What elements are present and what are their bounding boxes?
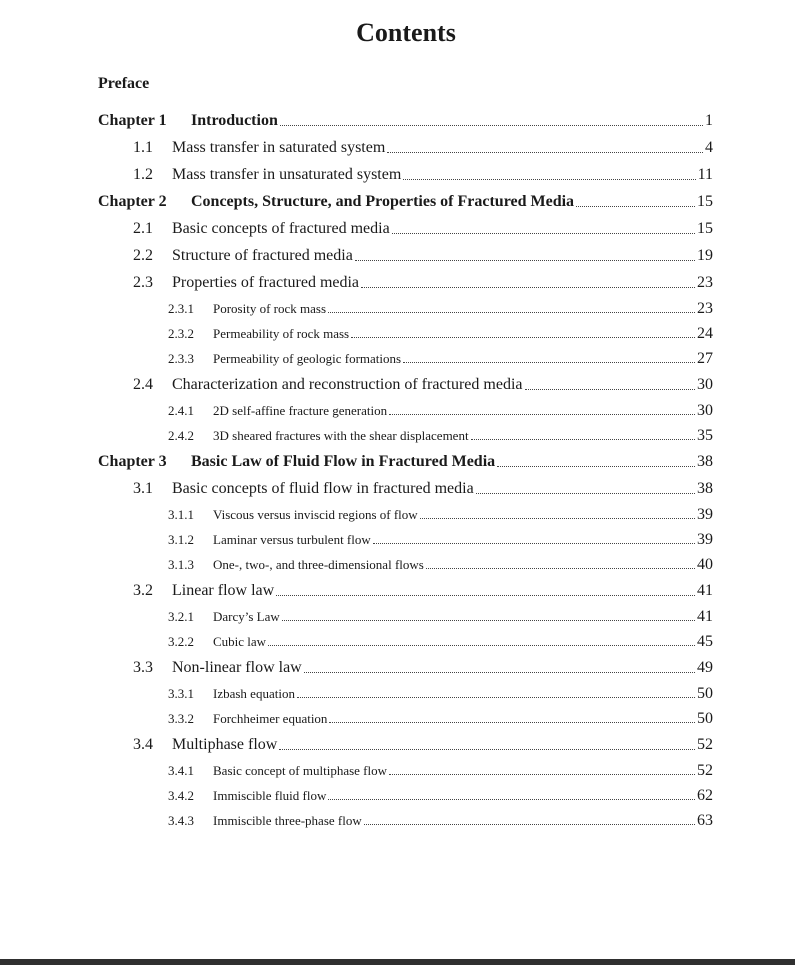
toc-entry-number: 2.4.1 [168, 403, 194, 418]
dot-leader [329, 722, 695, 723]
dot-leader [476, 493, 695, 494]
toc-entry-title: Porosity of rock mass [213, 301, 327, 316]
toc-entry-page: 19 [697, 247, 713, 264]
toc-entry-page: 23 [697, 274, 713, 291]
toc-entry-title: Permeability of geologic formations [213, 351, 402, 366]
dot-leader [426, 568, 695, 569]
toc-section[interactable] [98, 239, 713, 266]
toc-subsection[interactable] [98, 318, 713, 343]
toc-entry-page: 41 [697, 582, 713, 599]
toc-subsection[interactable] [98, 601, 713, 626]
toc-section[interactable] [98, 574, 713, 601]
toc-section[interactable] [98, 472, 713, 499]
toc-subsection[interactable] [98, 626, 713, 651]
toc-entry-page: 50 [697, 685, 713, 702]
toc-section[interactable] [98, 651, 713, 678]
dot-leader [361, 287, 695, 288]
toc-subsection[interactable] [98, 755, 713, 780]
toc-entry-number: 3.3.2 [168, 711, 194, 726]
toc-section[interactable] [98, 158, 713, 185]
toc-entry-page: 4 [705, 139, 713, 156]
dot-leader [268, 645, 695, 646]
toc-entry-page: 23 [697, 300, 713, 317]
toc-entry-title: Non-linear flow law [172, 659, 302, 676]
toc-entry-number: Chapter 3 [98, 453, 167, 470]
toc-entry-title: 3D sheared fractures with the shear displacement [213, 428, 469, 443]
toc-entry-title: Characterization and reconstruction of fractured media [172, 376, 523, 393]
page-title: Contents [356, 18, 456, 47]
toc-entry-page: 35 [697, 427, 713, 444]
toc-subsection[interactable] [98, 780, 713, 805]
toc-section[interactable] [98, 368, 713, 395]
toc-section[interactable] [98, 131, 713, 158]
toc-entry-page: 50 [697, 710, 713, 727]
toc-entry-title: One-, two-, and three-dimensional flows [213, 557, 424, 572]
toc-entry-number: 3.1 [133, 480, 153, 497]
toc-entry-number: 2.3.2 [168, 326, 194, 341]
dot-leader [364, 824, 695, 825]
toc-entry-page: 52 [697, 736, 713, 753]
toc-chapter[interactable] [98, 445, 713, 472]
toc-entry-number: 2.4 [133, 376, 153, 393]
toc-chapter[interactable] [98, 104, 713, 131]
bottom-bar [0, 959, 795, 965]
toc-entry-page: 27 [697, 350, 713, 367]
toc-entry-title: Viscous versus inviscid regions of flow [213, 507, 418, 522]
toc-entry-title: Laminar versus turbulent flow [213, 532, 371, 547]
dot-leader [351, 337, 695, 338]
toc-entry-title: Basic concepts of fractured media [172, 220, 390, 237]
dot-leader [297, 697, 695, 698]
toc-entry-page: 49 [697, 659, 713, 676]
toc-entry-title: Structure of fractured media [172, 247, 353, 264]
dot-leader [403, 179, 695, 180]
dot-leader [387, 152, 703, 153]
toc-subsection[interactable] [98, 293, 713, 318]
toc-entry-page: 30 [697, 376, 713, 393]
toc-entry-number: 2.3.1 [168, 301, 194, 316]
toc-entry-number: 1.1 [133, 139, 153, 156]
toc-entry-number: Chapter 2 [98, 193, 167, 210]
dot-leader [279, 749, 695, 750]
toc-entry-number: 3.1.2 [168, 532, 194, 547]
toc-entry-page: 1 [705, 112, 713, 129]
toc-entry-number: 3.4 [133, 736, 153, 753]
toc-subsection[interactable] [98, 805, 713, 830]
toc-list [98, 104, 713, 830]
toc-entry-title: Darcy’s Law [213, 609, 280, 624]
toc-entry-page: 39 [697, 506, 713, 523]
toc-entry-page: 15 [697, 220, 713, 237]
toc-subsection[interactable] [98, 678, 713, 703]
dot-leader [576, 206, 695, 207]
toc-entry-title: Concepts, Structure, and Properties of Fractured Media [191, 193, 575, 210]
toc-entry-title: Linear flow law [172, 582, 275, 599]
dot-leader [497, 466, 695, 467]
toc-entry-number: 3.1.3 [168, 557, 194, 572]
toc-entry-number: 1.2 [133, 166, 153, 183]
toc-entry-page: 38 [697, 453, 713, 470]
toc-entry-page: 38 [697, 480, 713, 497]
toc-entry-number: 3.2.2 [168, 634, 194, 649]
toc-entry-page: 15 [697, 193, 713, 210]
dot-leader [304, 672, 695, 673]
toc-entry-title: Izbash equation [213, 686, 295, 701]
toc-subsection[interactable] [98, 524, 713, 549]
toc-entry-page: 41 [697, 608, 713, 625]
toc-entry-number: 3.4.3 [168, 813, 194, 828]
toc-section[interactable] [98, 266, 713, 293]
toc-entry-title: Immiscible fluid flow [213, 788, 327, 803]
toc-entry-title: Properties of fractured media [172, 274, 360, 291]
dot-leader [389, 414, 695, 415]
toc-entry-number: 2.4.2 [168, 428, 194, 443]
toc-entry-title: Mass transfer in unsaturated system [172, 166, 402, 183]
toc-entry-page: 30 [697, 402, 713, 419]
dot-leader [420, 518, 695, 519]
toc-entry-number: 3.1.1 [168, 507, 194, 522]
toc-subsection[interactable] [98, 395, 713, 420]
dot-leader [280, 125, 703, 126]
dot-leader [355, 260, 695, 261]
toc-entry-number: 3.3 [133, 659, 153, 676]
toc-entry-title: Permeability of rock mass [213, 326, 350, 341]
toc-entry-title: Basic concept of multiphase flow [213, 763, 388, 778]
toc-subsection[interactable] [98, 499, 713, 524]
toc-subsection[interactable] [98, 420, 713, 445]
toc-entry-number: 3.4.1 [168, 763, 194, 778]
dot-leader [471, 439, 695, 440]
toc-preface: Preface [98, 75, 150, 92]
toc-entry-title: Mass transfer in saturated system [172, 139, 386, 156]
toc-entry-page: 40 [697, 556, 713, 573]
toc-entry-number: 2.3 [133, 274, 153, 291]
toc-entry-number: 3.3.1 [168, 686, 194, 701]
toc-entry-title: Basic concepts of fluid flow in fractured media [172, 480, 474, 497]
dot-leader [389, 774, 695, 775]
toc-section[interactable] [98, 212, 713, 239]
toc-entry-page: 11 [697, 166, 713, 183]
toc-entry-page: 63 [697, 812, 713, 829]
toc-section[interactable] [98, 728, 713, 755]
toc-chapter[interactable] [98, 185, 713, 212]
dot-leader [328, 312, 695, 313]
toc-entry-title: Cubic law [213, 634, 267, 649]
toc-entry-page: 45 [697, 633, 713, 650]
dot-leader [373, 543, 695, 544]
toc-entry-title: 2D self-affine fracture generation [213, 403, 388, 418]
toc-entry-number: 3.2 [133, 582, 153, 599]
toc-entry-title: Immiscible three-phase flow [213, 813, 362, 828]
toc-entry-page: 39 [697, 531, 713, 548]
toc-entry-page: 62 [697, 787, 713, 804]
toc-entry-page: 24 [697, 325, 713, 342]
toc-entry-number: Chapter 1 [98, 112, 167, 129]
toc-entry-title: Forchheimer equation [213, 711, 328, 726]
toc-entry-number: 3.4.2 [168, 788, 194, 803]
dot-leader [328, 799, 695, 800]
toc-subsection[interactable] [98, 703, 713, 728]
toc-entry-number: 2.1 [133, 220, 153, 237]
toc-entry-title: Introduction [191, 112, 278, 129]
toc-entry-page: 52 [697, 762, 713, 779]
toc-entry-number: 2.2 [133, 247, 153, 264]
dot-leader [525, 389, 696, 390]
dot-leader [403, 362, 695, 363]
dot-leader [282, 620, 695, 621]
dot-leader [276, 595, 695, 596]
toc-entry-title: Basic Law of Fluid Flow in Fractured Media [191, 453, 496, 470]
toc-entry-number: 2.3.3 [168, 351, 194, 366]
toc-entry-title: Multiphase flow [172, 736, 278, 753]
toc-subsection[interactable] [98, 549, 713, 574]
toc-entry-number: 3.2.1 [168, 609, 194, 624]
dot-leader [392, 233, 695, 234]
toc-subsection[interactable] [98, 343, 713, 368]
